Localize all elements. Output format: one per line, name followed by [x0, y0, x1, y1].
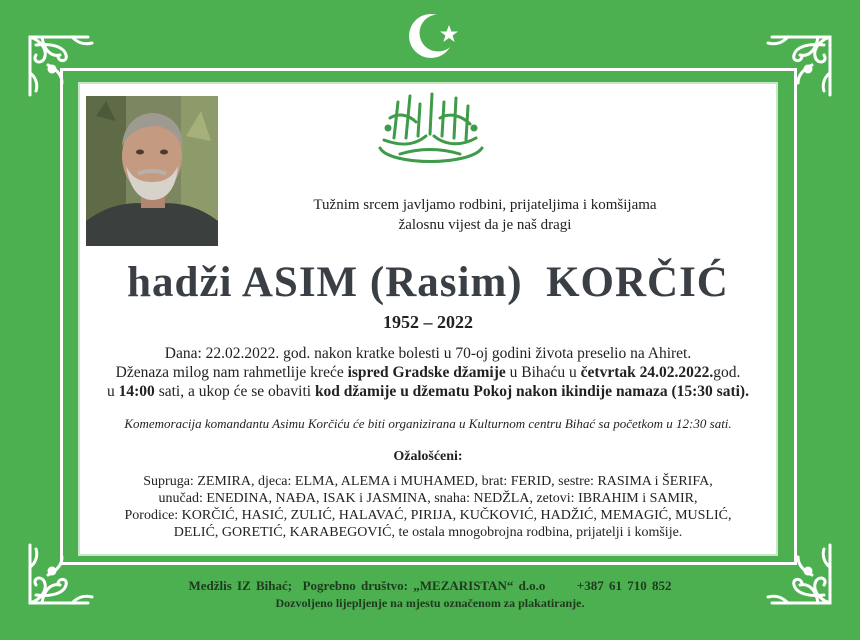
mourners-line-1: Supruga: ZEMIRA, djeca: ELMA, ALEMA i MUHAMED, brat: FERID, sestre: RASIMA i ŠERIFA,	[143, 474, 713, 489]
deceased-name: hadži ASIM (Rasim) KORČIĆ	[127, 259, 729, 306]
announcement-line-1: Dana: 22.02.2022. god. nakon kratke bolesti u 70-oj godini života preselio na Ahiret.	[164, 345, 692, 362]
footer-posting-note: Dozvoljeno lijepljenje na mjestu označenom za plakatiranje.	[275, 596, 585, 610]
funeral-announcement	[78, 344, 778, 401]
mourners-heading: Ožalošćeni:	[393, 449, 463, 464]
life-years: 1952 – 2022	[383, 312, 473, 332]
intro-line-2: žalosnu vijest da je naš dragi	[398, 217, 572, 233]
mourners-line-4: DELIĆ, GORETIĆ, KARABEGOVIĆ, te ostala mnogobrojna rodbina, prijatelji i komšije.	[173, 525, 683, 540]
memorial-notice: Komemoracija komandantu Asimu Korčiću će biti organizirana u Kulturnom centru Bihać sa početkom u 12:30 sati.	[124, 416, 732, 431]
footer-contact: Medžlis IZ Bihać; Pogrebno društvo: „MEZARISTAN“ d.o.o +387 61 710 852	[188, 578, 672, 593]
mourners-line-3: Porodice: KORČIĆ, HASIĆ, ZULIĆ, HALAVAĆ, PIRIJA, KUČKOVIĆ, HADŽIĆ, MEMAGIĆ, MUSLIĆ,	[124, 508, 732, 523]
mourners-list	[78, 473, 778, 541]
mourners-line-2: unučad: ENEDINA, NAĐA, ISAK i JASMINA, snaha: NEDŽLA, zetovi: IBRAHIM i SAMIR,	[158, 491, 698, 506]
crescent-star-icon	[405, 6, 465, 66]
intro-text	[250, 195, 720, 235]
portrait-photo	[86, 96, 218, 246]
announcement-line-2: Dženaza milog nam rahmetlije kreće ispred Gradske džamije u Bihaću u četvrtak 24.02.2022.god.	[115, 364, 741, 381]
intro-line-1: Tužnim srcem javljamo rodbini, prijateljima i komšijama	[313, 197, 657, 213]
announcement-line-3: u 14:00 sati, a ukop će se obaviti kod džamije u džematu Pokoj nakon ikindije namaza (15:30 sati).	[107, 383, 749, 400]
calligraphy-icon	[370, 88, 490, 170]
